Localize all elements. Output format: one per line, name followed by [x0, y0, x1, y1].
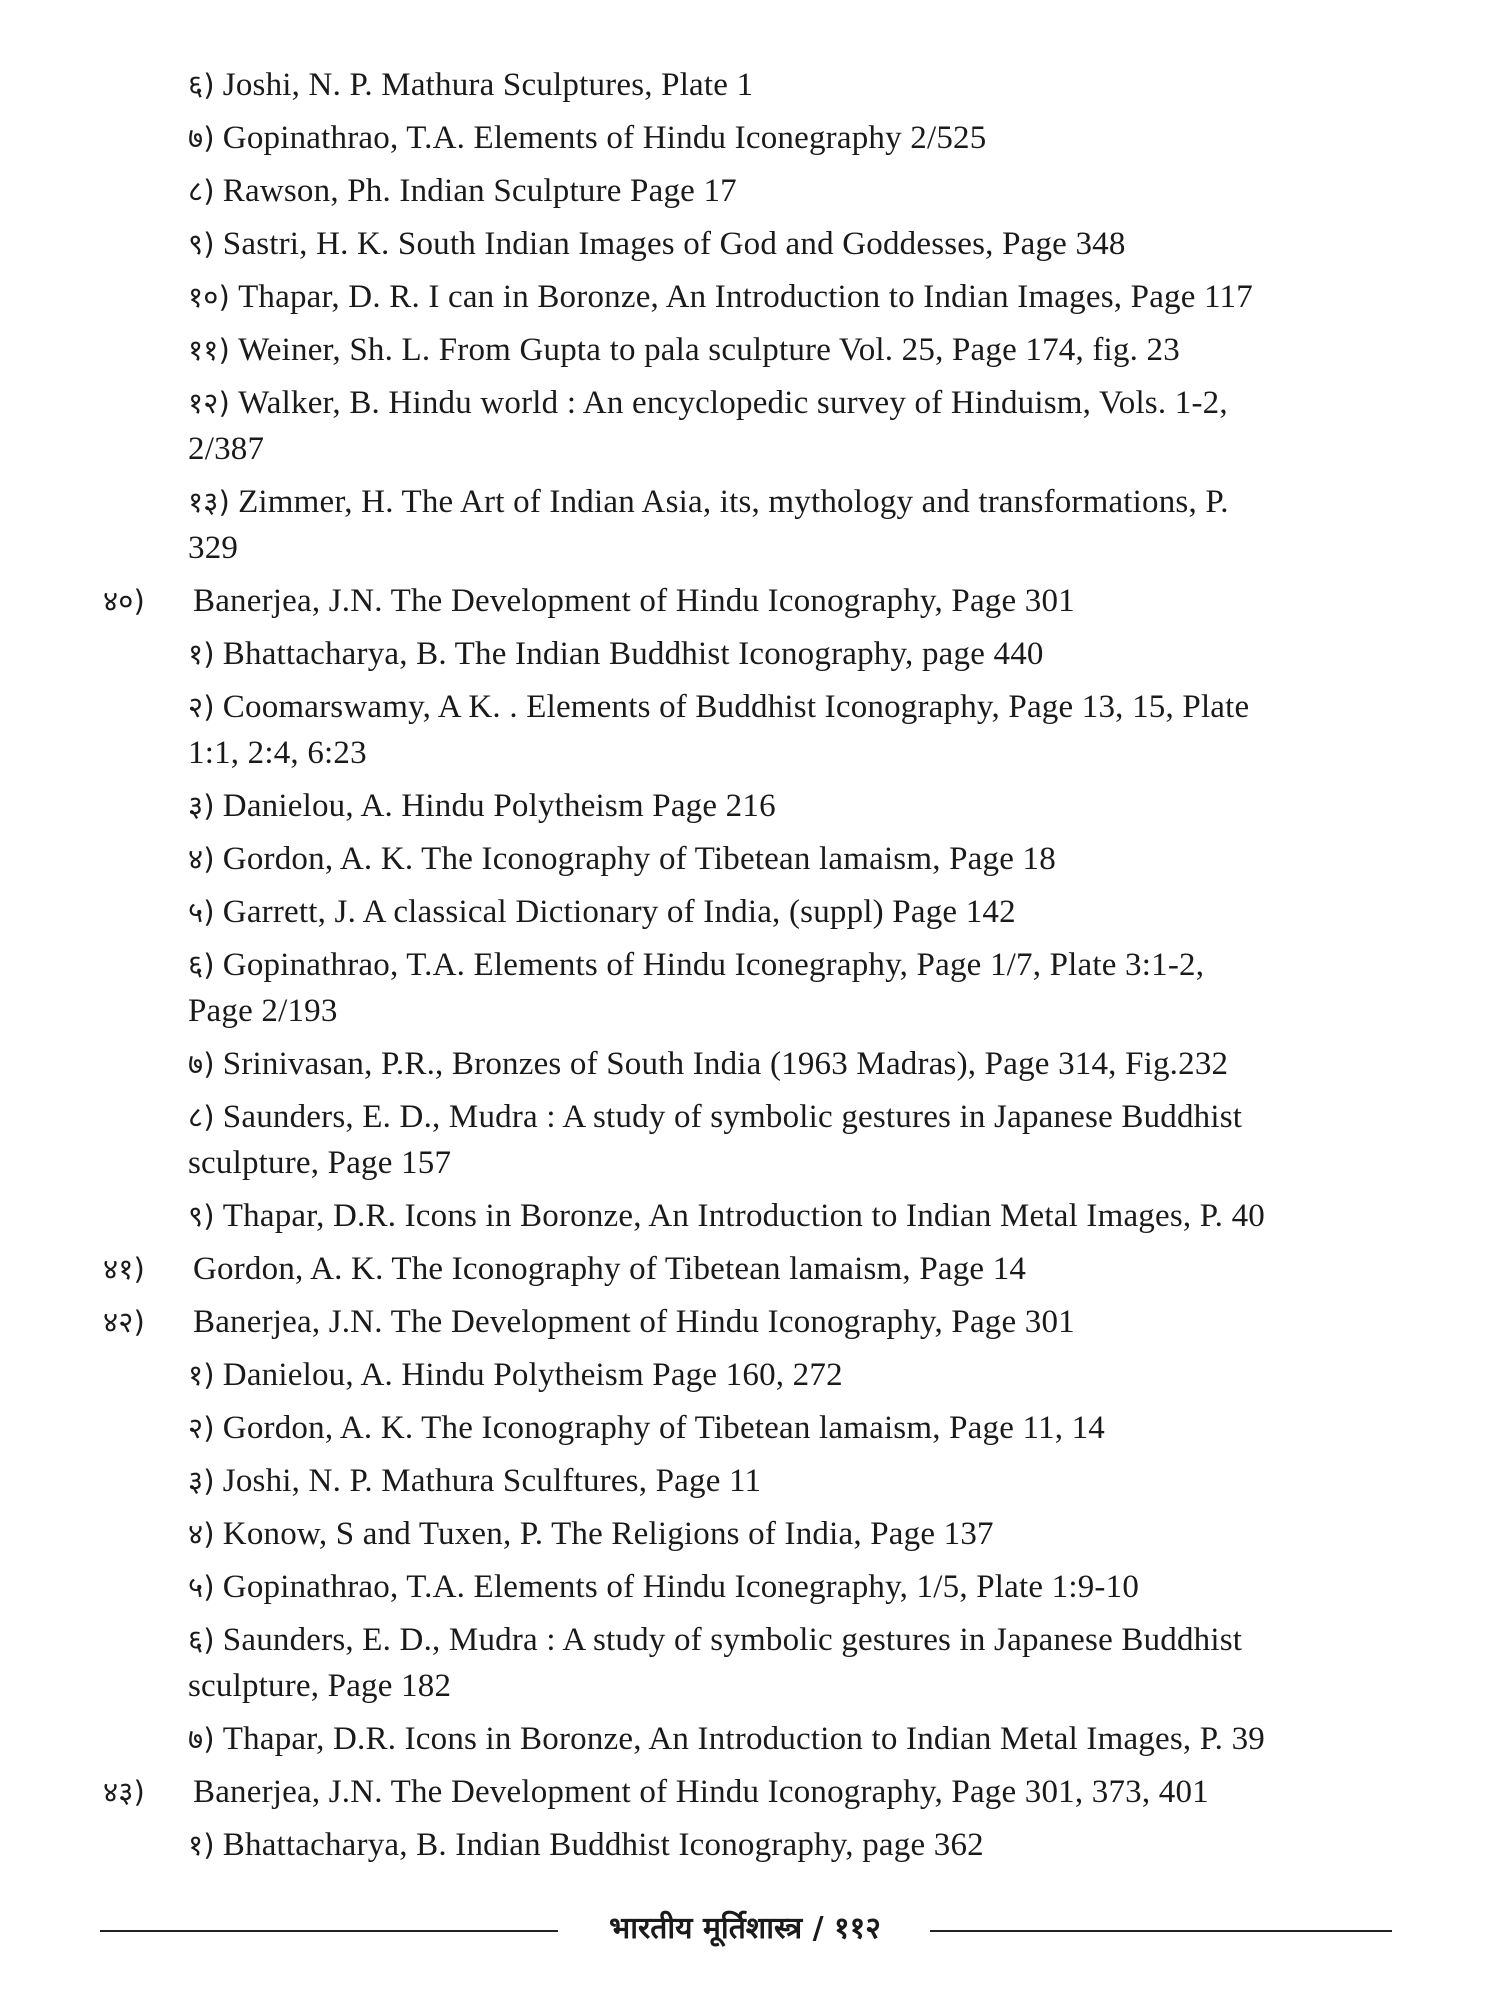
- reference-sub-entry: [0, 1352, 1415, 1398]
- reference-text: Gopinathrao, T.A. Elements of Hindu Iconegraphy, Page 1/7, Plate 3:1-2,: [222, 947, 1205, 983]
- reference-text: Walker, B. Hindu world : An encyclopedic survey of Hinduism, Vols. 1-2,: [238, 385, 1228, 421]
- reference-sub-entry: [0, 327, 1415, 373]
- reference-number: ४३): [103, 1775, 146, 1809]
- reference-sub-entry: [0, 1716, 1415, 1762]
- reference-number: ३): [188, 789, 215, 823]
- reference-number: ९): [188, 227, 215, 261]
- reference-text: Joshi, N. P. Mathura Sculptures, Plate 1: [222, 67, 754, 103]
- reference-number: ९): [188, 1199, 215, 1233]
- reference-number: १२): [188, 386, 231, 420]
- reference-number: १): [188, 637, 215, 671]
- reference-sub-entry: [0, 274, 1415, 320]
- reference-text: Zimmer, H. The Art of Indian Asia, its, mythology and transformations, P.: [238, 484, 1229, 520]
- reference-text: Saunders, E. D., Mudra : A study of symbolic gestures in Japanese Buddhist: [222, 1622, 1243, 1658]
- reference-text: Sastri, H. K. South Indian Images of God and Goddesses, Page 348: [222, 226, 1126, 262]
- reference-number: ४): [188, 1517, 215, 1551]
- reference-number: ५): [188, 1570, 215, 1604]
- reference-number: ७): [188, 121, 215, 155]
- reference-text: Saunders, E. D., Mudra : A study of symbolic gestures in Japanese Buddhist: [222, 1099, 1243, 1135]
- reference-number: ३): [188, 1464, 215, 1498]
- reference-sub-entry: [0, 631, 1415, 677]
- reference-text: Bhattacharya, B. Indian Buddhist Iconography, page 362: [222, 1827, 984, 1863]
- reference-number: १): [188, 1828, 215, 1862]
- reference-text: Thapar, D.R. Icons in Boronze, An Introduction to Indian Metal Images, P. 40: [222, 1198, 1265, 1234]
- footer-rule-right: [930, 1930, 1392, 1932]
- reference-text: Gordon, A. K. The Iconography of Tibetean lamaism, Page 11, 14: [222, 1410, 1105, 1446]
- reference-text-continued: 1:1, 2:4, 6:23: [188, 735, 367, 771]
- reference-number: ८): [188, 1100, 215, 1134]
- reference-text: Gordon, A. K. The Iconography of Tibetean lamaism, Page 14: [193, 1251, 1027, 1287]
- reference-text: Konow, S and Tuxen, P. The Religions of India, Page 137: [222, 1516, 994, 1552]
- reference-number: १३): [188, 485, 231, 519]
- reference-sub-entry: [0, 1617, 1415, 1709]
- reference-text-continued: 329: [188, 530, 239, 566]
- reference-text: Coomarswamy, A K. . Elements of Buddhist Iconography, Page 13, 15, Plate: [222, 689, 1250, 725]
- reference-list: [0, 62, 1500, 1875]
- reference-number: ४१): [103, 1252, 146, 1286]
- reference-text: Thapar, D. R. I can in Boronze, An Introduction to Indian Images, Page 117: [238, 279, 1253, 315]
- reference-sub-entry: [0, 942, 1415, 1034]
- reference-text: Garrett, J. A classical Dictionary of India, (suppl) Page 142: [222, 894, 1016, 930]
- reference-sub-entry: [0, 1041, 1415, 1087]
- reference-text: Gordon, A. K. The Iconography of Tibetean lamaism, Page 18: [222, 841, 1056, 877]
- reference-sub-entry: [0, 1405, 1415, 1451]
- reference-sub-entry: [0, 479, 1415, 571]
- reference-sub-entry: [0, 836, 1415, 882]
- reference-text: Joshi, N. P. Mathura Sculftures, Page 11: [222, 1463, 762, 1499]
- reference-number: ८): [188, 174, 215, 208]
- reference-sub-entry: [0, 783, 1415, 829]
- reference-text-continued: sculpture, Page 182: [188, 1668, 452, 1704]
- reference-text: Gopinathrao, T.A. Elements of Hindu Iconegraphy 2/525: [222, 120, 987, 156]
- reference-sub-entry: [0, 115, 1415, 161]
- reference-text-continued: sculpture, Page 157: [188, 1145, 452, 1181]
- reference-number: ४): [188, 842, 215, 876]
- reference-text: Banerjea, J.N. The Development of Hindu Iconography, Page 301, 373, 401: [193, 1774, 1209, 1810]
- reference-number: ६): [188, 68, 215, 102]
- reference-main-entry: [0, 1246, 1500, 1292]
- page-footer: [0, 1898, 1500, 1958]
- reference-text: Weiner, Sh. L. From Gupta to pala sculpture Vol. 25, Page 174, fig. 23: [238, 332, 1180, 368]
- reference-number: ७): [188, 1047, 215, 1081]
- reference-text: Banerjea, J.N. The Development of Hindu Iconography, Page 301: [193, 583, 1075, 619]
- reference-sub-entry: [0, 1458, 1415, 1504]
- reference-sub-entry: [0, 168, 1415, 214]
- reference-text: Srinivasan, P.R., Bronzes of South India (1963 Madras), Page 314, Fig.232: [222, 1046, 1229, 1082]
- reference-text: Rawson, Ph. Indian Sculpture Page 17: [222, 173, 737, 209]
- reference-text: Danielou, A. Hindu Polytheism Page 160, 272: [222, 1357, 843, 1393]
- reference-text: Gopinathrao, T.A. Elements of Hindu Iconegraphy, 1/5, Plate 1:9-10: [222, 1569, 1140, 1605]
- reference-sub-entry: [0, 1193, 1415, 1239]
- reference-sub-entry: [0, 684, 1415, 776]
- reference-text: Bhattacharya, B. The Indian Buddhist Iconography, page 440: [222, 636, 1044, 672]
- reference-number: ४२): [103, 1305, 146, 1339]
- reference-sub-entry: [0, 380, 1415, 472]
- reference-sub-entry: [0, 221, 1415, 267]
- footer-rule-left: [100, 1930, 558, 1932]
- reference-main-entry: [0, 1299, 1500, 1345]
- reference-sub-entry: [0, 62, 1415, 108]
- reference-number: ४०): [103, 584, 146, 618]
- reference-text: Thapar, D.R. Icons in Boronze, An Introduction to Indian Metal Images, P. 39: [222, 1721, 1265, 1757]
- reference-number: १०): [188, 280, 231, 314]
- reference-sub-entry: [0, 1511, 1415, 1557]
- reference-number: ६): [188, 1623, 215, 1657]
- reference-sub-entry: [0, 1094, 1415, 1186]
- reference-text: Banerjea, J.N. The Development of Hindu Iconography, Page 301: [193, 1304, 1075, 1340]
- reference-number: २): [188, 1411, 215, 1445]
- reference-text-continued: 2/387: [188, 431, 265, 467]
- reference-number: ७): [188, 1722, 215, 1756]
- footer-title: भारतीय मूर्तिशास्त्र / ११२: [609, 1911, 881, 1946]
- reference-number: ११): [188, 333, 231, 367]
- reference-text-continued: Page 2/193: [188, 993, 338, 1029]
- reference-number: १): [188, 1358, 215, 1392]
- reference-number: २): [188, 690, 215, 724]
- reference-sub-entry: [0, 1822, 1415, 1868]
- reference-sub-entry: [0, 1564, 1415, 1610]
- reference-text: Danielou, A. Hindu Polytheism Page 216: [222, 788, 776, 824]
- reference-number: ५): [188, 895, 215, 929]
- reference-sub-entry: [0, 889, 1415, 935]
- reference-number: ६): [188, 948, 215, 982]
- reference-main-entry: [0, 1769, 1500, 1815]
- reference-main-entry: [0, 578, 1500, 624]
